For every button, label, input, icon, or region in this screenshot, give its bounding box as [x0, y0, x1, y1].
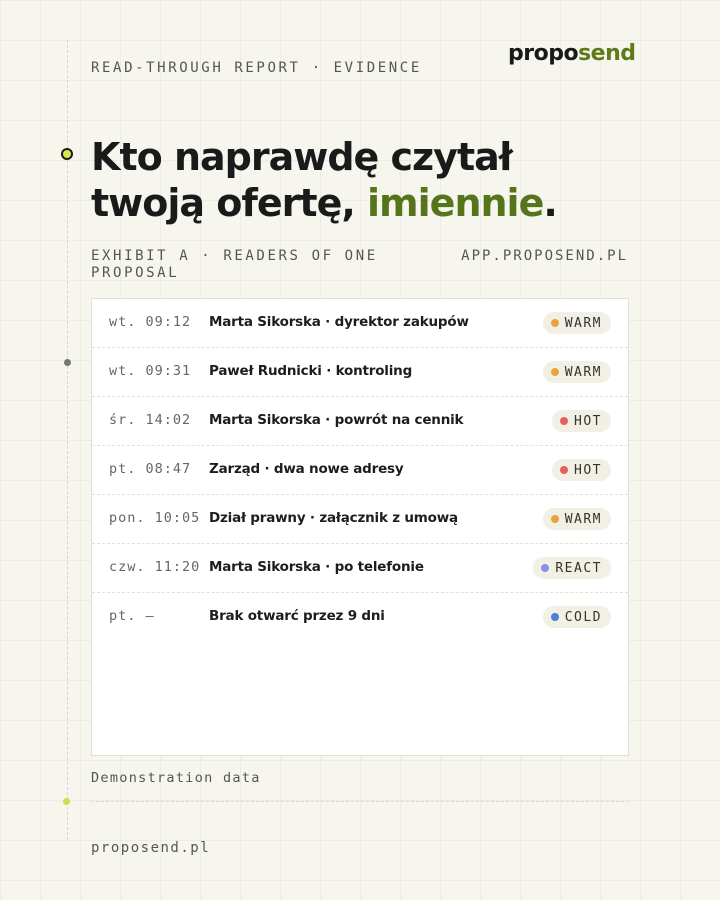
- status-label: WARM: [564, 364, 602, 380]
- row-time: pt. 08:47: [109, 461, 192, 477]
- app-link[interactable]: APP.PROPOSEND.PL: [461, 248, 628, 264]
- status-dot-icon: [551, 368, 559, 376]
- status-badge: [543, 606, 611, 628]
- report-label: READ-THROUGH REPORT · EVIDENCE: [91, 60, 422, 76]
- row-description: Marta Sikorska · dyrektor zakupów: [209, 314, 469, 330]
- table-row: [92, 397, 628, 446]
- footer-divider: [91, 801, 629, 802]
- title-highlight: imiennie: [367, 181, 544, 225]
- status-badge: [552, 410, 611, 432]
- row-time: czw. 11:20: [109, 559, 201, 575]
- table-row: [92, 593, 628, 641]
- status-label: REACT: [555, 560, 602, 576]
- status-badge: [543, 361, 611, 383]
- page-title: [91, 134, 691, 226]
- footnote: Demonstration data: [91, 770, 261, 786]
- timeline-guide: [67, 40, 68, 840]
- title-suffix: .: [543, 181, 557, 225]
- row-description: Paweł Rudnicki · kontroling: [209, 363, 413, 379]
- row-time: wt. 09:12: [109, 314, 192, 330]
- timeline-end-dot: [63, 798, 70, 805]
- status-label: WARM: [564, 315, 602, 331]
- row-description: Brak otwarć przez 9 dni: [209, 608, 385, 624]
- table-row: [92, 544, 628, 593]
- title-marker-dot: [61, 148, 73, 160]
- timeline-dot: [64, 359, 71, 366]
- row-description: Dział prawny · załącznik z umową: [209, 510, 458, 526]
- row-description: Marta Sikorska · po telefonie: [209, 559, 424, 575]
- table-row: [92, 299, 628, 348]
- status-dot-icon: [551, 515, 559, 523]
- row-description: Marta Sikorska · powrót na cennik: [209, 412, 464, 428]
- logo-text-part1: propo: [508, 41, 579, 66]
- table-row: [92, 348, 628, 397]
- logo-text-part2: send: [578, 41, 636, 66]
- status-dot-icon: [560, 466, 568, 474]
- status-dot-icon: [551, 613, 559, 621]
- row-time: śr. 14:02: [109, 412, 192, 428]
- status-badge: [552, 459, 611, 481]
- readers-table: [91, 298, 629, 756]
- status-badge: [543, 508, 611, 530]
- row-time: pon. 10:05: [109, 510, 201, 526]
- status-badge: [533, 557, 611, 579]
- status-label: WARM: [564, 511, 602, 527]
- footer-url[interactable]: proposend.pl: [91, 840, 211, 856]
- row-time: wt. 09:31: [109, 363, 192, 379]
- status-label: HOT: [574, 462, 602, 478]
- status-dot-icon: [560, 417, 568, 425]
- row-time: pt. —: [109, 608, 155, 624]
- status-badge: [543, 312, 611, 334]
- status-dot-icon: [541, 564, 549, 572]
- row-description: Zarząd · dwa nowe adresy: [209, 461, 404, 477]
- title-line1: Kto naprawdę czytał: [91, 135, 512, 179]
- table-row: [92, 495, 628, 544]
- title-line2-prefix: twoją ofertę,: [91, 181, 368, 225]
- exhibit-label: EXHIBIT A · READERS OF ONE PROPOSAL: [91, 248, 378, 281]
- status-label: COLD: [564, 609, 602, 625]
- status-dot-icon: [551, 319, 559, 327]
- status-label: HOT: [574, 413, 602, 429]
- table-row: [92, 446, 628, 495]
- logo: [508, 41, 636, 66]
